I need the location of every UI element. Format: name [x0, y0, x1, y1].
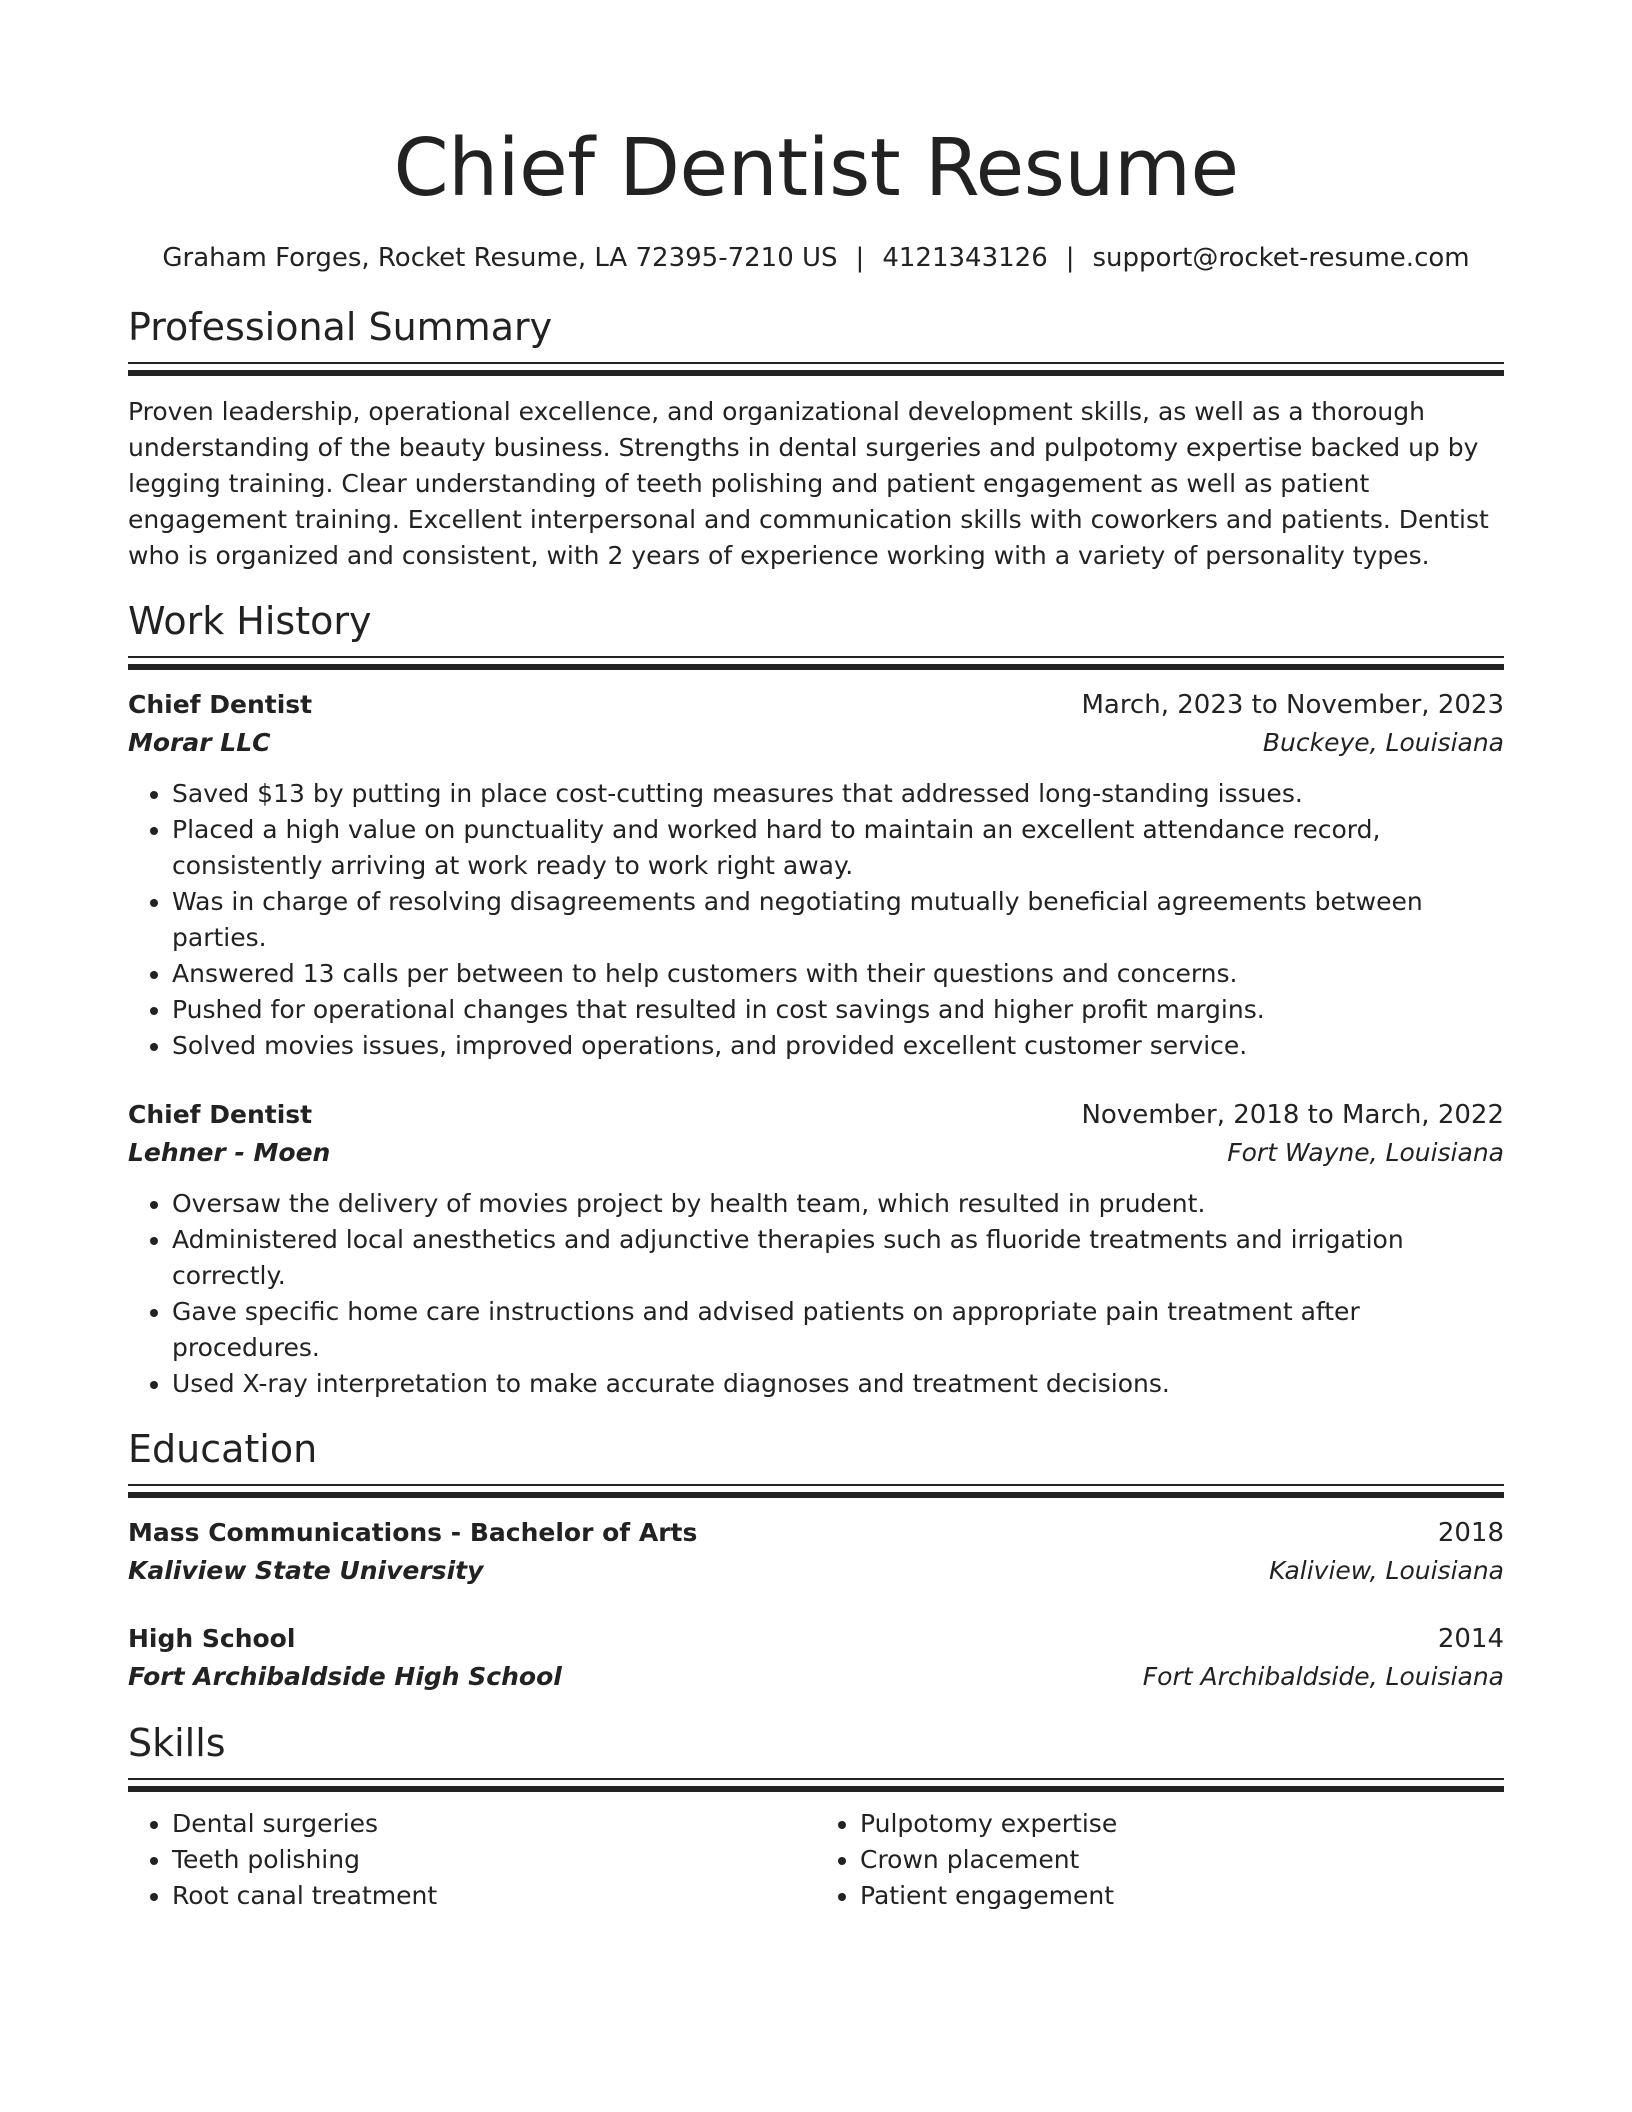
job-dates: November, 2018 to March, 2022 — [1081, 1100, 1504, 1130]
section-rule — [128, 1778, 1504, 1792]
education-location: Kaliview, Louisiana — [1268, 1556, 1504, 1585]
job-dates: March, 2023 to November, 2023 — [1081, 690, 1504, 720]
section-heading-work-history: Work History — [128, 599, 372, 643]
job-header-row — [128, 1096, 1504, 1134]
job-title: Chief Dentist — [128, 1100, 313, 1129]
contact-separator: | — [1065, 243, 1075, 273]
list-item: • Placed a high value on punctuality and worked hard to maintain an excellent attendance record, consistently arriving at work ready to work right away. — [172, 812, 1504, 884]
list-item: • Gave specific home care instructions and advised patients on appropriate pain treatment after procedures. — [172, 1294, 1504, 1366]
section-heading-education: Education — [128, 1427, 318, 1471]
job-company-row — [128, 724, 1504, 762]
list-item: • Administered local anesthetics and adjunctive therapies such as fluoride treatments and irrigation correctly. — [172, 1222, 1504, 1294]
education-degree: Mass Communications - Bachelor of Arts — [128, 1518, 698, 1547]
list-item: • Used X-ray interpretation to make accurate diagnoses and treatment decisions. — [172, 1366, 1504, 1402]
skills-list-right — [816, 1806, 1504, 1914]
job-bullets — [128, 776, 1504, 1064]
section-rule — [128, 1484, 1504, 1498]
contact-phone: 4121343126 — [882, 243, 1048, 273]
education-entry — [128, 1514, 1504, 1590]
job-company-row — [128, 1134, 1504, 1172]
education-school-row — [128, 1552, 1504, 1590]
education-school: Kaliview State University — [128, 1556, 484, 1585]
education-section — [128, 1424, 1504, 1696]
education-school: Fort Archibaldside High School — [128, 1662, 562, 1691]
education-header-row — [128, 1620, 1504, 1658]
contact-separator: | — [855, 243, 865, 273]
education-degree: High School — [128, 1624, 296, 1653]
list-item: • Pushed for operational changes that resulted in cost savings and higher profit margins. — [172, 992, 1504, 1028]
section-rule — [128, 656, 1504, 670]
list-item: • Pulpotomy expertise — [860, 1806, 1504, 1842]
job-header-row — [128, 686, 1504, 724]
section-rule — [128, 362, 1504, 376]
list-item: • Root canal treatment — [172, 1878, 816, 1914]
education-entry — [128, 1620, 1504, 1696]
list-item: • Solved movies issues, improved operations, and provided excellent customer service. — [172, 1028, 1504, 1064]
education-header-row — [128, 1514, 1504, 1552]
page-title: Chief Dentist Resume — [393, 122, 1239, 214]
section-heading-skills: Skills — [128, 1721, 226, 1765]
job-bullets — [128, 1186, 1504, 1402]
list-item: • Dental surgeries — [172, 1806, 816, 1842]
contact-line — [128, 240, 1504, 276]
summary-section — [128, 302, 1504, 574]
skills-columns — [128, 1806, 1504, 1914]
job-company: Lehner - Moen — [128, 1138, 331, 1167]
job-location: Fort Wayne, Louisiana — [1227, 1138, 1504, 1167]
job-location: Buckeye, Louisiana — [1262, 728, 1504, 757]
list-item: • Oversaw the delivery of movies project by health team, which resulted in prudent. — [172, 1186, 1504, 1222]
job-entry — [128, 686, 1504, 1064]
skills-list-left — [128, 1806, 816, 1914]
job-company: Morar LLC — [128, 728, 271, 757]
list-item: • Patient engagement — [860, 1878, 1504, 1914]
job-title: Chief Dentist — [128, 690, 313, 719]
section-heading-summary: Professional Summary — [128, 305, 553, 349]
list-item: • Crown placement — [860, 1842, 1504, 1878]
list-item: • Saved $13 by putting in place cost-cutting measures that addressed long-standing issues. — [172, 776, 1504, 812]
education-location: Fort Archibaldside, Louisiana — [1142, 1662, 1504, 1691]
job-entry — [128, 1096, 1504, 1402]
education-school-row — [128, 1658, 1504, 1696]
contact-email[interactable]: support@rocket-resume.com — [1092, 243, 1470, 273]
education-year: 2018 — [1437, 1518, 1504, 1548]
contact-address: Graham Forges, Rocket Resume, LA 72395-7210 US — [162, 243, 838, 273]
summary-paragraph: Proven leadership, operational excellence, and organizational development skills, as well as a thorough understanding of the beauty business. Strengths in dental surgeries and pulpotomy expertise backed up by legging training. Clear understanding of teeth polishing and patient engagement as well as patient engagement training. Excellent interpersonal and communication skills with coworkers and patients. Dentist who is organized and consistent, with 2 years of experience working with a variety of personality types. — [128, 397, 1489, 570]
list-item: • Teeth polishing — [172, 1842, 816, 1878]
list-item: • Answered 13 calls per between to help customers with their questions and concerns. — [172, 956, 1504, 992]
list-item: • Was in charge of resolving disagreements and negotiating mutually beneficial agreements between parties. — [172, 884, 1504, 956]
education-year: 2014 — [1437, 1624, 1504, 1654]
work-history-section — [128, 596, 1504, 1402]
skills-section — [128, 1718, 1504, 1914]
